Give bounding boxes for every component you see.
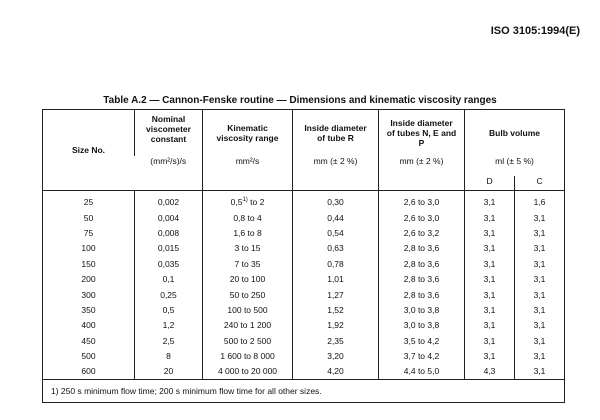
table-row — [43, 318, 565, 333]
cell-tube-nep: 3,7 to 4,2 — [379, 348, 465, 363]
cell-bulb-d: 3,1 — [465, 348, 515, 363]
cell-size: 450 — [81, 335, 96, 346]
cell-bulb-d: 3,1 — [465, 271, 515, 286]
cell-tube-r: 0,44 — [293, 210, 379, 225]
table-row — [43, 271, 565, 286]
cell-bulb-c: 3,1 — [515, 256, 565, 271]
header-tube-r: Inside diameter of tube R — [293, 110, 379, 156]
cell-constant: 2,5 — [135, 333, 203, 348]
header-bulb-volume: Bulb volume — [465, 110, 565, 156]
cell-range: 4 000 to 20 000 — [203, 364, 293, 380]
unit-kinematic: mm²/s — [203, 156, 293, 191]
footnote: 1) 250 s minimum flow time; 200 s minimum flow time for all other sizes. — [43, 380, 565, 403]
cell-bulb-d: 3,1 — [465, 210, 515, 225]
header-size-no: Size No. — [71, 144, 106, 155]
table-row — [43, 364, 565, 380]
cell-bulb-d: 3,1 — [465, 333, 515, 348]
standard-reference: ISO 3105:1994(E) — [490, 25, 580, 37]
cell-size: 200 — [81, 274, 96, 285]
cell-range: 240 to 1 200 — [203, 318, 293, 333]
cell-size: 350 — [81, 304, 96, 315]
cell-range: 50 to 250 — [203, 287, 293, 302]
cell-size: 100 — [81, 243, 96, 254]
table-row — [43, 348, 565, 363]
table-row — [43, 302, 565, 317]
cell-range: 1,6 to 8 — [203, 225, 293, 240]
cell-bulb-c: 3,1 — [515, 271, 565, 286]
table-caption: Table A.2 — Cannon-Fenske routine — Dimensions and kinematic viscosity ranges — [103, 95, 497, 106]
viscometer-table — [42, 109, 565, 403]
cell-constant: 0,002 — [135, 190, 203, 210]
header-kinematic: Kinematic viscosity range — [203, 110, 293, 156]
cell-range: 7 to 35 — [203, 256, 293, 271]
cell-constant: 0,015 — [135, 241, 203, 256]
cell-size: 600 — [81, 366, 96, 377]
header-tube-nep: Inside diameter of tubes N, E and P — [379, 110, 465, 156]
unit-tube-r: mm (± 2 %) — [293, 156, 379, 191]
cell-constant: 1,2 — [135, 318, 203, 333]
cell-bulb-d: 3,1 — [465, 318, 515, 333]
cell-bulb-c: 3,1 — [515, 333, 565, 348]
cell-tube-nep: 2,6 to 3,0 — [379, 210, 465, 225]
cell-size: 150 — [81, 258, 96, 269]
cell-size: 25 — [83, 197, 94, 208]
cell-constant: 0,008 — [135, 225, 203, 240]
cell-tube-r: 0,30 — [293, 190, 379, 210]
cell-constant: 0,1 — [135, 271, 203, 286]
cell-constant: 0,035 — [135, 256, 203, 271]
cell-bulb-d: 3,1 — [465, 241, 515, 256]
cell-range: 0,5$^{1)}$ to 2 — [203, 190, 293, 210]
cell-constant: 20 — [135, 364, 203, 380]
table-row — [43, 287, 565, 302]
cell-bulb-c: 1,6 — [515, 190, 565, 210]
cell-tube-nep: 2,8 to 3,6 — [379, 287, 465, 302]
cell-bulb-d: 3,1 — [465, 256, 515, 271]
cell-tube-r: 1,92 — [293, 318, 379, 333]
header-nominal: Nominal viscometer constant — [135, 110, 203, 156]
cell-size: 300 — [81, 289, 96, 300]
cell-size: 50 — [83, 212, 94, 223]
cell-tube-r: 1,52 — [293, 302, 379, 317]
cell-bulb-c: 3,1 — [515, 348, 565, 363]
cell-range: 1 600 to 8 000 — [203, 348, 293, 363]
cell-tube-r: 2,35 — [293, 333, 379, 348]
table-row — [43, 241, 565, 256]
cell-range: 500 to 2 500 — [203, 333, 293, 348]
cell-tube-nep: 2,8 to 3,6 — [379, 256, 465, 271]
cell-size: 75 — [83, 227, 94, 238]
cell-tube-nep: 3,0 to 3,8 — [379, 318, 465, 333]
table-row — [43, 256, 565, 271]
cell-constant: 8 — [135, 348, 203, 363]
cell-tube-nep: 3,5 to 4,2 — [379, 333, 465, 348]
cell-range: 100 to 500 — [203, 302, 293, 317]
unit-bulb: ml (± 5 %) D C — [465, 156, 565, 191]
cell-size: 500 — [81, 351, 96, 362]
cell-tube-nep: 2,8 to 3,6 — [379, 241, 465, 256]
table-row — [43, 190, 565, 210]
cell-bulb-c: 3,1 — [515, 210, 565, 225]
unit-tube-nep: mm (± 2 %) — [379, 156, 465, 191]
cell-tube-r: 0,78 — [293, 256, 379, 271]
cell-tube-nep: 2,6 to 3,0 — [379, 190, 465, 210]
table-row — [43, 225, 565, 240]
cell-bulb-d: 4,3 — [465, 364, 515, 380]
cell-tube-r: 1,01 — [293, 271, 379, 286]
cell-bulb-c: 3,1 — [515, 364, 565, 380]
unit-nominal: (mm²/s)/s — [150, 155, 187, 166]
cell-tube-nep: 2,8 to 3,6 — [379, 271, 465, 286]
cell-bulb-c: 3,1 — [515, 225, 565, 240]
cell-range: 0,8 to 4 — [203, 210, 293, 225]
cell-tube-r: 4,20 — [293, 364, 379, 380]
cell-bulb-c: 3,1 — [515, 241, 565, 256]
cell-bulb-d: 3,1 — [465, 225, 515, 240]
cell-tube-nep: 3,0 to 3,8 — [379, 302, 465, 317]
cell-constant: 0,25 — [135, 287, 203, 302]
cell-constant: 0,004 — [135, 210, 203, 225]
cell-size: 400 — [81, 320, 96, 331]
cell-bulb-c: 3,1 — [515, 318, 565, 333]
bulb-d-header: D — [486, 175, 493, 186]
cell-bulb-c: 3,1 — [515, 287, 565, 302]
cell-tube-r: 3,20 — [293, 348, 379, 363]
table-row — [43, 333, 565, 348]
cell-tube-nep: 2,6 to 3,2 — [379, 225, 465, 240]
cell-tube-r: 0,54 — [293, 225, 379, 240]
cell-bulb-d: 3,1 — [465, 190, 515, 210]
cell-bulb-d: 3,1 — [465, 287, 515, 302]
cell-constant: 0,5 — [135, 302, 203, 317]
cell-tube-nep: 4,4 to 5,0 — [379, 364, 465, 380]
bulb-c-header: C — [514, 176, 564, 190]
cell-bulb-d: 3,1 — [465, 302, 515, 317]
cell-tube-r: 1,27 — [293, 287, 379, 302]
cell-range: 3 to 15 — [203, 241, 293, 256]
cell-range: 20 to 100 — [203, 271, 293, 286]
table-row — [43, 210, 565, 225]
cell-tube-r: 0,63 — [293, 241, 379, 256]
cell-bulb-c: 3,1 — [515, 302, 565, 317]
